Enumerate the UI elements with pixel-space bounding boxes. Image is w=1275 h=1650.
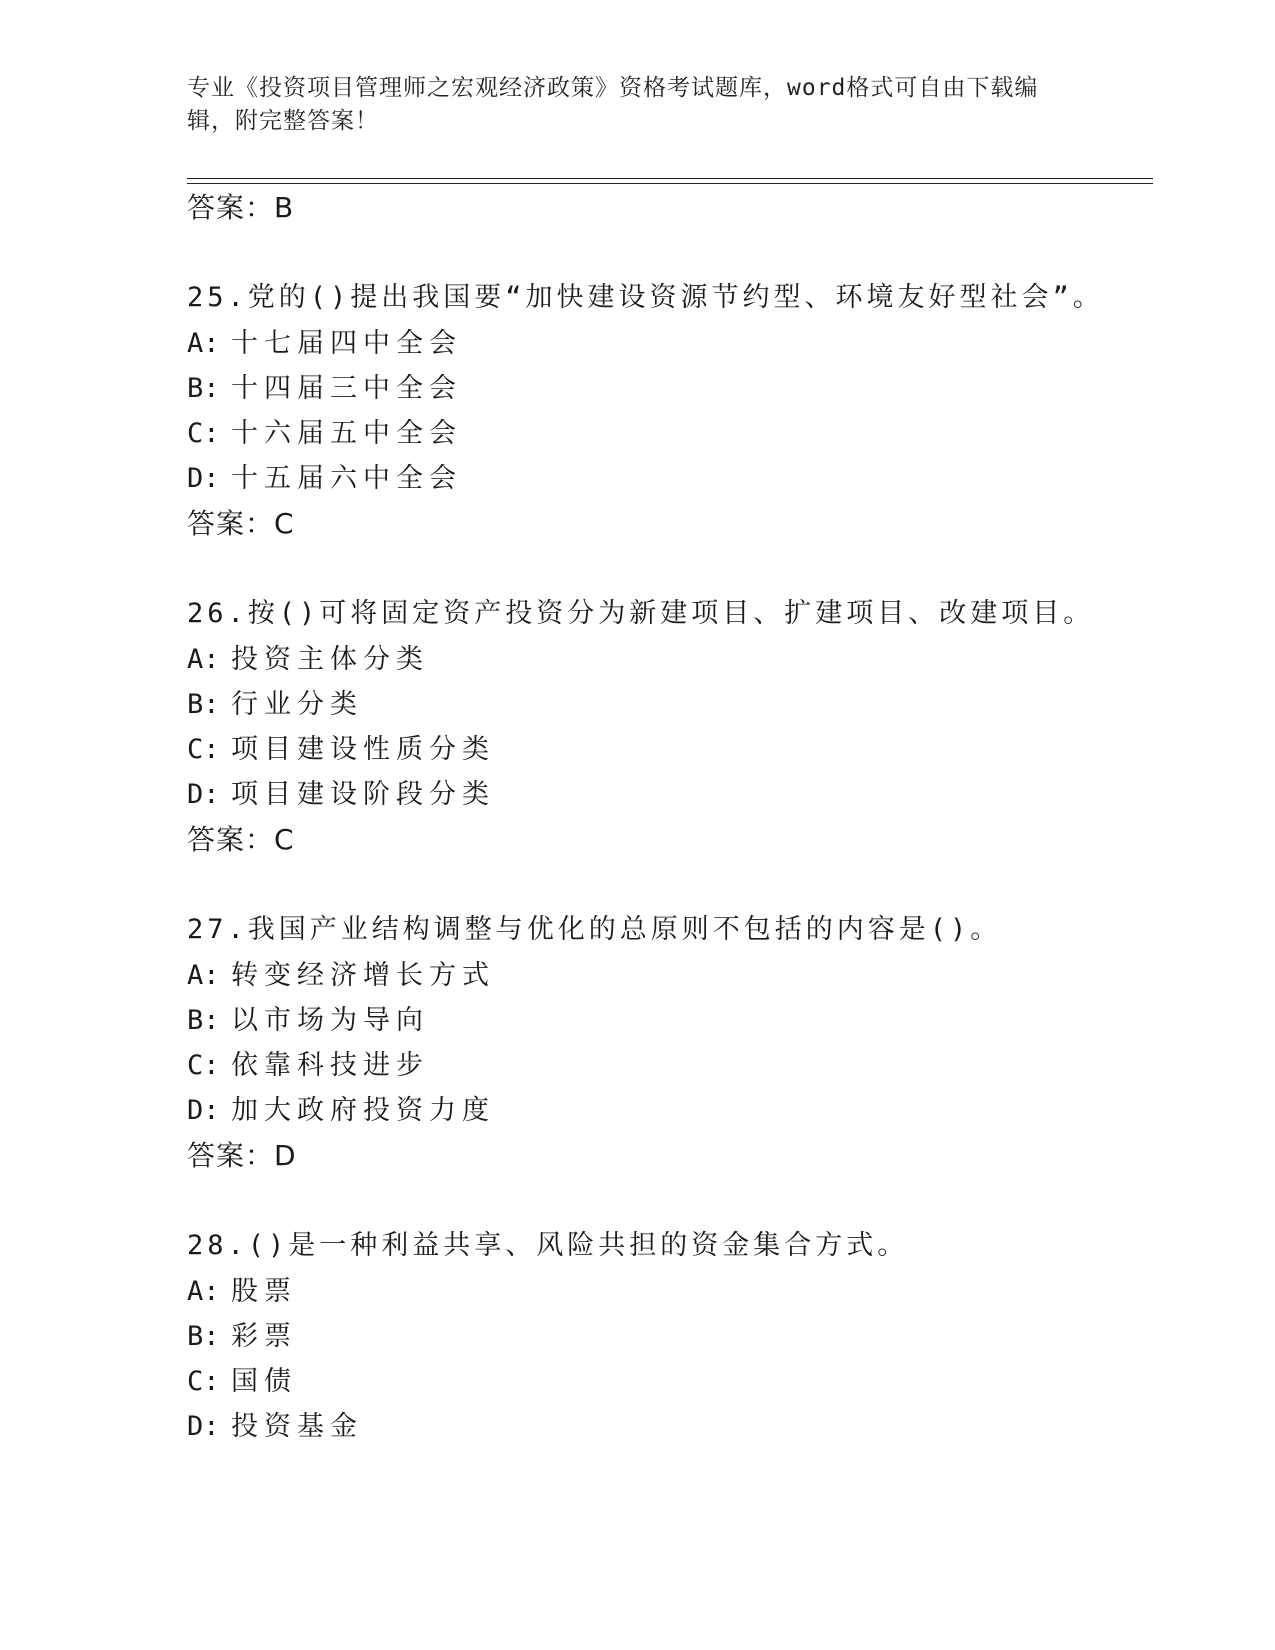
option-key: C: [187, 1050, 220, 1081]
option-key: D: [187, 1095, 220, 1126]
document-header [187, 72, 1077, 138]
option-a [187, 1269, 1187, 1314]
option-text: 十五届六中全会 [231, 463, 462, 494]
option-c [187, 1043, 1187, 1088]
answer-line: 答案：D [187, 1139, 297, 1172]
option-key: D: [187, 779, 220, 810]
option-b [187, 998, 1187, 1043]
option-text: 依靠科技进步 [231, 1050, 429, 1081]
option-a [187, 321, 1187, 366]
header-divider-top [187, 178, 1153, 179]
option-text: 十四届三中全会 [231, 373, 462, 404]
option-text: 项目建设阶段分类 [231, 779, 495, 810]
option-text: 股票 [231, 1276, 297, 1307]
option-b [187, 1314, 1187, 1359]
option-text: 国债 [231, 1366, 297, 1397]
option-text: 转变经济增长方式 [231, 960, 495, 991]
option-text: 项目建设性质分类 [231, 734, 495, 765]
option-text: 以市场为导向 [231, 1005, 429, 1036]
option-key: A: [187, 644, 220, 675]
spacer [187, 1179, 1187, 1223]
header-line-2: 辑，附完整答案！ [187, 108, 379, 134]
option-a [187, 637, 1187, 682]
option-text: 彩票 [231, 1321, 297, 1352]
spacer [187, 863, 1187, 907]
question-text: 27.我国产业结构调整与优化的总原则不包括的内容是()。 [187, 914, 1002, 945]
option-c [187, 727, 1187, 772]
answer-line: 答案：C [187, 823, 295, 856]
option-text: 投资基金 [231, 1411, 363, 1442]
option-key: A: [187, 1276, 220, 1307]
option-c [187, 411, 1187, 456]
option-key: B: [187, 689, 220, 720]
option-key: A: [187, 328, 220, 359]
header-line-1: 专业《投资项目管理师之宏观经济政策》资格考试题库，word格式可自由下载编 [187, 75, 1039, 101]
spacer [187, 231, 1187, 275]
option-key: B: [187, 1321, 220, 1352]
question-text: 25.党的()提出我国要“加快建设资源节约型、环境友好型社会”。 [187, 282, 1104, 313]
spacer [187, 547, 1187, 591]
option-d [187, 772, 1187, 817]
answer-line: 答案：C [187, 507, 295, 540]
option-key: C: [187, 734, 220, 765]
option-text: 加大政府投资力度 [231, 1095, 495, 1126]
option-key: B: [187, 373, 220, 404]
option-d [187, 456, 1187, 501]
option-b [187, 682, 1187, 727]
option-text: 行业分类 [231, 689, 363, 720]
option-key: C: [187, 1366, 220, 1397]
option-key: B: [187, 1005, 220, 1036]
answer-line: 答案：B [187, 191, 295, 224]
option-key: D: [187, 1411, 220, 1442]
option-text: 十七届四中全会 [231, 328, 462, 359]
question-text: 26.按()可将固定资产投资分为新建项目、扩建项目、改建项目。 [187, 598, 1095, 629]
header-divider-bottom [187, 183, 1153, 184]
option-key: C: [187, 418, 220, 449]
option-a [187, 953, 1187, 998]
option-c [187, 1359, 1187, 1404]
option-text: 投资主体分类 [231, 644, 429, 675]
option-text: 十六届五中全会 [231, 418, 462, 449]
question-list [187, 185, 1187, 1449]
question-text: 28.()是一种利益共享、风险共担的资金集合方式。 [187, 1230, 909, 1261]
option-b [187, 366, 1187, 411]
option-d [187, 1088, 1187, 1133]
option-d [187, 1404, 1187, 1449]
option-key: D: [187, 463, 220, 494]
option-key: A: [187, 960, 220, 991]
